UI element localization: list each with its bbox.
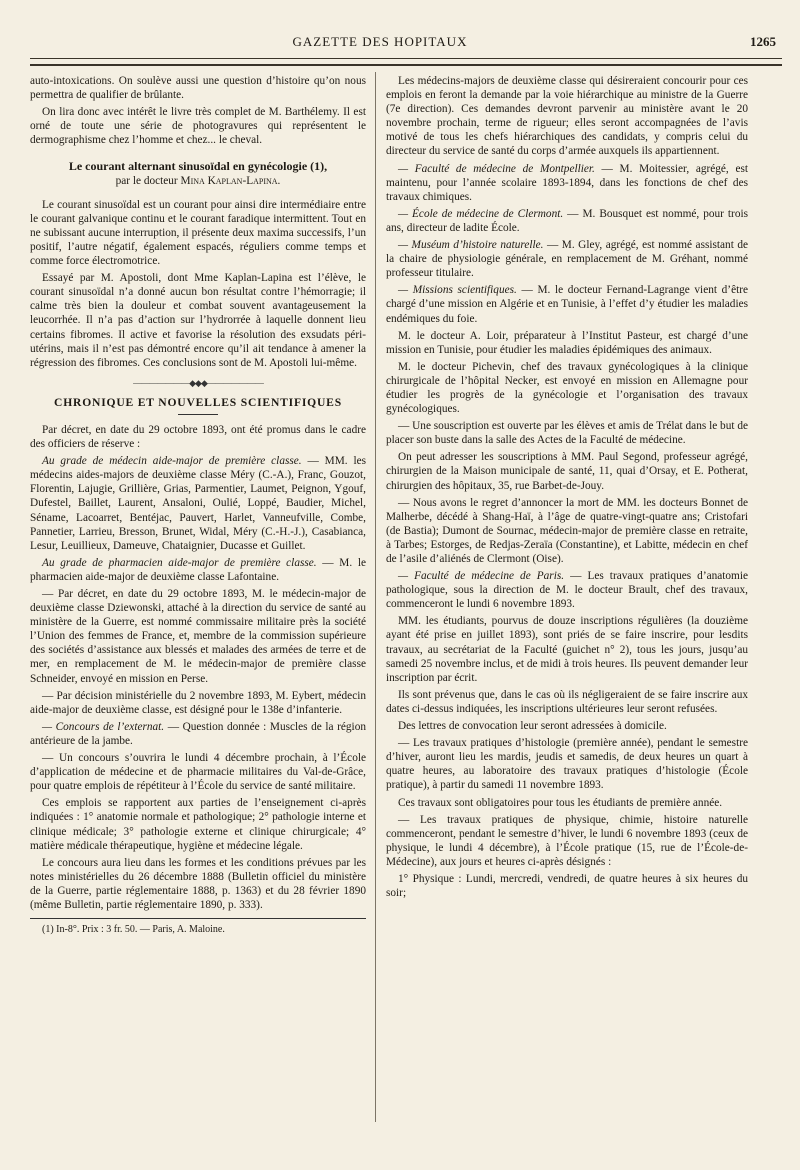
header-rule-thick [30, 64, 782, 66]
paragraph-body: — M. Moitessier, agrégé, est maintenu, pour l’année scolaire 1893-1894, dans les fonctions de chef des travaux chimiques. [386, 162, 748, 203]
section-ornament: ———————◆◆◆——————— [133, 377, 263, 388]
paragraph [386, 238, 748, 280]
author-name: Mina Kaplan-Lapina. [180, 174, 281, 187]
paragraph-heading: Au grade de pharmacien aide-major de première classe. [42, 556, 317, 569]
paragraph [386, 162, 748, 204]
paragraph: M. le docteur A. Loir, préparateur à l’Institut Pasteur, est chargé d’une mission en Tunisie, pour étudier les maladies épidémiques des animaux. [386, 329, 748, 356]
paragraph [386, 283, 748, 325]
paragraph: Ils sont prévenus que, dans le cas où ils négligeraient de se faire inscrire aux dates ci-dessus indiquées, les inscriptions ultérieures leur seront refusées. [386, 688, 748, 715]
paragraph: MM. les étudiants, pourvus de douze inscriptions régulières (la douzième ayant été prise en juillet 1893), sont priés de se faire inscrire, pour lesdits travaux, au secrétariat de la Faculté (guichet n° 2), tous les jours, jusqu’au samedi 25 novembre inclus, et de midi à trois heures. Ils peuvent demander leur inscription par écrit. [386, 615, 748, 684]
page-number: 1265 [750, 34, 776, 49]
paragraph-body: — M. Gley, agrégé, est nommé assistant de la chaire de physiologie générale, en remplacement de M. Gréhant, nommé professeur titulaire. [386, 239, 748, 280]
paragraph: Par décret, en date du 29 octobre 1893, ont été promus dans le cadre des officiers de réserve : [30, 423, 366, 451]
footnote-rule [30, 918, 366, 919]
paragraph: — Nous avons le regret d’annoncer la mort de MM. les docteurs Bonnet de Malherbe, décédé à Shang-Haï, à l’âge de quatre-vingt-quatre ans; Cristofari (de Bastia); Dumont de Sournac, médecin-major de première classe en retraite, à Tarbes; Estorges, de Redjas-Zeraïa (Constantine), et Labitte, médecin en chef de l’asile d’aliénés de Clermont (Oise). [386, 496, 748, 565]
paragraph: — Les travaux pratiques d’histologie (première année), pendant le semestre d’hiver, auront lieu les mardis, jeudis et samedis, de deux heures un quart à quatre heures, au laboratoire des travaux pratiques d’histologie (École pratique), à partir du samedi 11 novembre 1893. [386, 737, 748, 792]
section-title: CHRONIQUE ET NOUVELLES SCIENTIFIQUES [54, 395, 342, 409]
paragraph: M. le docteur Pichevin, chef des travaux gynécologiques à la clinique chirurgicale de l’hôpital Necker, est envoyé en mission en Allemagne pour étudier les progrès de la gynécologie et l’organisation des travaux gynécologiques. [386, 360, 748, 416]
paragraph [30, 454, 366, 553]
paragraph: — Par décision ministérielle du 2 novembre 1893, M. Eybert, médecin aide-major de deuxième classe, est désigné pour le 138e d’infanterie. [30, 689, 366, 716]
paragraph-body: — MM. les médecins aides-majors de deuxième classe Méry (C.-A.), Franc, Gouzot, Florentin, Lajugie, Grillière, Grias, Parmentier, Laumet, Peignon, Ygouf, Dufestel, Baillet, Laurent, Ansaloni, Oulié, Loppé, Baudier, Michel, Séname, Lacoarret, Bentéjac, Pauvert, Harlet, Vanneufville, Combe, Pannetier, Larrieu, Bresson, Brunet, Widal, Méry (C.-H.-J.), Casabianca, Lesur, Leuillieux, Dameuve, Chataignier, Ducasse et Guillet. [30, 455, 366, 552]
paragraph-heading: — École de médecine de Clermont. [398, 207, 564, 220]
paragraph: — Par décret, en date du 29 octobre 1893, M. le médecin-major de deuxième classe Dziewonski, attaché à la direction du service de santé au ministère de la Guerre, est nommé commissaire militaire près la société l’Union des femmes de France, et, membre de la commission supérieure des sociétés d’assistance aux blessés et malades des armées de terre et de mer, en remplacement de M. le médecin-major de première classe Schneider, envoyé en mission en Perse. [30, 588, 366, 685]
author-prefix: par le docteur [115, 174, 181, 187]
paragraph: Le concours aura lieu dans les formes et les conditions prévues par les notes ministérielles du 26 décembre 1888 (Bulletin officiel du ministère de la Guerre, partie réglementaire 1888, p. 1363) et du 28 février 1890 (même Bulletin, partie réglementaire 1890, p. 333). [30, 856, 366, 911]
paragraph-heading: — Missions scientifiques. [398, 284, 517, 297]
paragraph-heading: — Faculté de médecine de Paris. [398, 570, 565, 583]
article-author [30, 174, 366, 188]
left-column [30, 74, 366, 940]
paragraph-body: — Les travaux pratiques d’anatomie pathologique, sous la direction de M. le docteur Brault, chef des travaux, commenceront le lundi 6 novembre 1893. [386, 570, 748, 611]
paragraph-heading: — Muséum d’histoire naturelle. [398, 239, 544, 252]
paragraph: On peut adresser les souscriptions à MM. Paul Segond, professeur agrégé, chirurgien de la Maison municipale de santé, 11, quai d’Orsay, et E. Potherat, chirurgien des hôpitaux, 35, rue Barbet-de-Jouy. [386, 451, 748, 492]
paragraph-heading: — Concours de l’externat. [42, 720, 165, 733]
footnote: (1) In-8°. Prix : 3 fr. 50. — Paris, A. Maloine. [42, 924, 225, 936]
paragraph [30, 556, 366, 584]
paragraph: On lira donc avec intérêt le livre très complet de M. Barthélemy. Il est orné de toute une série de photogravures qui représentent le dermographisme chez l’homme et chez... le cheval. [30, 106, 366, 147]
paragraph: Des lettres de convocation leur seront adressées à domicile. [398, 720, 667, 733]
paragraph: — Les travaux pratiques de physique, chimie, histoire naturelle commenceront, pendant le semestre d’hiver, le lundi 6 novembre 1893 (ceux de physique, le lundi 4 décembre), à l’École pratique (15, rue de l’École-de-Médecine), aux jours et heures ci-après désignés : [386, 813, 748, 868]
short-rule [178, 414, 218, 415]
paragraph: Ces travaux sont obligatoires pour tous les étudiants de première année. [398, 796, 723, 809]
header-rule [30, 58, 782, 59]
paragraph: auto-intoxications. On soulève aussi une question d’histoire qu’on nous permettra de qualifier de brûlante. [30, 75, 366, 102]
article-title: Le courant alternant sinusoïdal en gynécologie (1), [68, 159, 328, 174]
paragraph: 1° Physique : Lundi, mercredi, vendredi, de quatre heures à six heures du soir; [386, 872, 748, 900]
paragraph [30, 720, 366, 748]
column-separator [375, 72, 376, 1122]
paragraph: Les médecins-majors de deuxième classe qui désireraient concourir pour ces emplois en feront la demande par la voie hiérarchique au ministre de la Guerre (7e direction). Ces demandes devront parvenir au ministère avant le 20 novembre prochain, terme de rigueur; elles seront accompagnées de l’avis motivé de tous les chefs hiérarchiques des candidats, y compris celui du directeur du service de santé du corps d’armée auxquels ils appartiennent. [386, 75, 748, 158]
paragraph [386, 569, 748, 611]
paragraph: — Un concours s’ouvrira le lundi 4 décembre prochain, à l’École d’application de médecine et de pharmacie militaires du Val-de-Grâce, pour quatre emplois de répétiteur à l’École du service de santé militaire. [30, 752, 366, 793]
right-column [386, 74, 748, 903]
paragraph-heading: Au grade de médecin aide-major de première classe. [42, 455, 302, 468]
paragraph-heading: — Faculté de médecine de Montpellier. [398, 162, 595, 175]
paragraph-body: — M. le docteur Fernand-Lagrange vient d’être chargé d’une mission en Algérie et en Tunisie, à l’effet d’y étudier les maladies endémiques du foie. [386, 284, 748, 325]
paragraph: Essayé par M. Apostoli, dont Mme Kaplan-Lapina est l’élève, le courant sinusoïdal n’a donné aucun bon résultat contre l’hémorragie; il calme très bien la douleur et combat souvent avantageusement la leucorrhée. Il n’a pas d’action sur l’hydrorrée à laquelle donnent lieu certains fibromes. Il active et favorise la résolution des exsudats péri-utérins, mais il n’est pas démontré encore qu’il ait tendance à amener la régression des fibromes. Ces conclusions sont de M. Apostoli lui-même. [30, 272, 366, 369]
paragraph-body: — Question donnée : Muscles de la région antérieure de la jambe. [30, 720, 366, 747]
paragraph: Ces emplois se rapportent aux parties de l’enseignement ci-après indiquées : 1° anatomie normale et pathologique; 2° pathologie interne et clinique médicale; 3° pathologie externe et clinique chirurgicale; 4° matière médicale thérapeutique, hygiène et médecine légale. [30, 797, 366, 852]
paragraph: — Une souscription est ouverte par les élèves et amis de Trélat dans le but de placer son buste dans la salle des Actes de la Faculté de médecine. [386, 420, 748, 447]
paragraph [386, 207, 748, 235]
paragraph-body: — M. Bousquet est nommé, pour trois ans, directeur de ladite École. [386, 207, 748, 234]
running-title: GAZETTE DES HOPITAUX [292, 34, 468, 49]
paragraph-body: — M. le pharmacien aide-major de deuxième classe Lafontaine. [30, 556, 366, 583]
running-head [0, 34, 800, 54]
paragraph: Le courant sinusoïdal est un courant pour ainsi dire intermédiaire entre le courant galvanique continu et le courant faradique intermittent. Tout en ne subissant aucune interruption, il présente deux maxima successifs, l’un positif, l’autre négatif, également espacés, réguliers comme temps et comme force électromotrice. [30, 198, 366, 268]
